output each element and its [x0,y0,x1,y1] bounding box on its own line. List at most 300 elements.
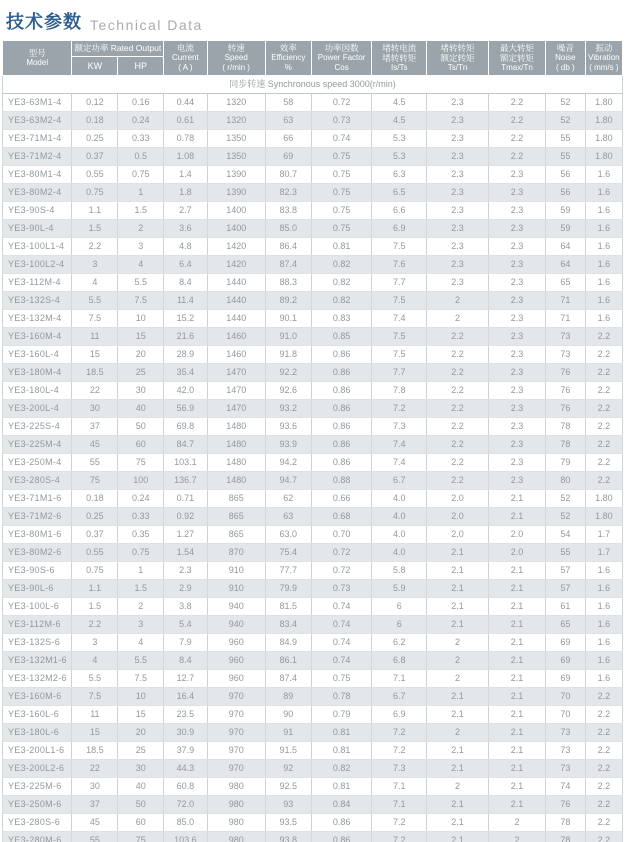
value-cell: 1.80 [585,129,622,147]
value-cell: 1.80 [585,507,622,525]
value-cell: 1.5 [72,597,118,615]
value-cell: 0.81 [311,723,372,741]
model-cell: YE3-90S-4 [3,201,72,219]
value-cell: 2.1 [489,777,546,795]
model-cell: YE3-200L2-6 [3,759,72,777]
value-cell: 91.8 [265,345,311,363]
col-header-locked-rotor-current: 堵转电流 堵转转矩 Is/Ts [372,41,427,76]
value-cell: 81.5 [265,597,311,615]
table-row [3,417,623,435]
table-row [3,147,623,165]
value-cell: 2 [118,219,164,237]
value-cell: 56 [546,165,586,183]
value-cell: 7.9 [164,633,207,651]
value-cell: 1.6 [585,651,622,669]
value-cell: 910 [207,579,265,597]
col-header-locked-rotor-torque: 堵转转矩 额定转矩 Ts/Tn [427,41,489,76]
value-cell: 86.4 [265,237,311,255]
value-cell: 75 [72,471,118,489]
value-cell: 52 [546,507,586,525]
value-cell: 6.5 [372,183,427,201]
value-cell: 7.4 [372,453,427,471]
value-cell: 2.2 [585,417,622,435]
value-cell: 1.6 [585,597,622,615]
value-cell: 2.3 [489,273,546,291]
value-cell: 85.0 [164,813,207,831]
model-cell: YE3-100L1-4 [3,237,72,255]
value-cell: 2.2 [585,687,622,705]
value-cell: 1390 [207,183,265,201]
value-cell: 2.2 [489,129,546,147]
value-cell: 2.1 [427,795,489,813]
value-cell: 84.9 [265,633,311,651]
value-cell: 1350 [207,147,265,165]
value-cell: 1.6 [585,291,622,309]
value-cell: 0.81 [311,777,372,795]
value-cell: 83.8 [265,201,311,219]
table-row [3,597,623,615]
table-row [3,687,623,705]
value-cell: 7.6 [372,255,427,273]
value-cell: 57 [546,561,586,579]
value-cell: 5.5 [72,291,118,309]
value-cell: 2.3 [489,327,546,345]
value-cell: 865 [207,489,265,507]
value-cell: 8.4 [164,651,207,669]
model-cell: YE3-250M-4 [3,453,72,471]
model-cell: YE3-71M2-6 [3,507,72,525]
value-cell: 4 [72,651,118,669]
value-cell: 2.3 [489,291,546,309]
value-cell: 2.2 [585,741,622,759]
value-cell: 0.82 [311,273,372,291]
value-cell: 85.0 [265,219,311,237]
value-cell: 1470 [207,363,265,381]
value-cell: 1.7 [585,543,622,561]
value-cell: 60 [118,435,164,453]
value-cell: 37 [72,417,118,435]
value-cell: 72.0 [164,795,207,813]
value-cell: 50 [118,417,164,435]
value-cell: 2.2 [585,345,622,363]
value-cell: 52 [546,489,586,507]
value-cell: 3.6 [164,219,207,237]
value-cell: 2.0 [427,525,489,543]
value-cell: 1480 [207,417,265,435]
table-row [3,327,623,345]
value-cell: 5.9 [372,579,427,597]
value-cell: 18.5 [72,741,118,759]
value-cell: 0.84 [311,795,372,813]
model-cell: YE3-80M2-6 [3,543,72,561]
value-cell: 93.8 [265,831,311,842]
value-cell: 6.8 [372,651,427,669]
table-row [3,219,623,237]
col-header-speed: 转速 Speed ( r/min ) [207,41,265,76]
value-cell: 15.2 [164,309,207,327]
value-cell: 2.1 [489,489,546,507]
value-cell: 61 [546,597,586,615]
value-cell: 20 [118,345,164,363]
table-row [3,507,623,525]
value-cell: 2.2 [427,471,489,489]
value-cell: 2 [427,669,489,687]
table-row [3,795,623,813]
value-cell: 2 [427,777,489,795]
model-cell: YE3-112M-6 [3,615,72,633]
value-cell: 2.2 [427,399,489,417]
model-cell: YE3-160M-6 [3,687,72,705]
value-cell: 2.1 [489,633,546,651]
value-cell: 3 [72,255,118,273]
value-cell: 2.2 [427,327,489,345]
value-cell: 66 [265,129,311,147]
value-cell: 2 [118,597,164,615]
value-cell: 0.74 [311,129,372,147]
value-cell: 1.6 [585,273,622,291]
table-row [3,129,623,147]
value-cell: 57 [546,579,586,597]
value-cell: 75 [118,831,164,842]
value-cell: 55 [546,129,586,147]
value-cell: 7.1 [372,777,427,795]
value-cell: 2.3 [489,201,546,219]
table-row [3,525,623,543]
value-cell: 0.86 [311,399,372,417]
value-cell: 0.16 [118,93,164,111]
value-cell: 64 [546,237,586,255]
value-cell: 1.6 [585,561,622,579]
value-cell: 7.4 [372,435,427,453]
value-cell: 2.1 [489,651,546,669]
value-cell: 0.74 [311,615,372,633]
value-cell: 30 [118,381,164,399]
col-header-rated-output [72,41,164,57]
value-cell: 0.79 [311,705,372,723]
value-cell: 0.61 [164,111,207,129]
value-cell: 62 [265,489,311,507]
value-cell: 4.0 [372,489,427,507]
value-cell: 0.86 [311,813,372,831]
table-row [3,183,623,201]
value-cell: 0.12 [72,93,118,111]
model-cell: YE3-80M2-4 [3,183,72,201]
value-cell: 93.9 [265,435,311,453]
value-cell: 59 [546,219,586,237]
value-cell: 3.8 [164,597,207,615]
value-cell: 2 [427,633,489,651]
value-cell: 70 [546,705,586,723]
value-cell: 30.9 [164,723,207,741]
value-cell: 970 [207,759,265,777]
table-row [3,831,623,842]
value-cell: 2.1 [489,597,546,615]
model-cell: YE3-225S-4 [3,417,72,435]
value-cell: 0.82 [311,255,372,273]
value-cell: 2.3 [427,237,489,255]
col-header-rated-output-label: 额定功率 Rated Output [74,43,162,54]
value-cell: 0.73 [311,111,372,129]
value-cell: 7.5 [372,237,427,255]
value-cell: 4.5 [372,93,427,111]
value-cell: 7.5 [372,327,427,345]
page-title-chinese: 技术参数 [6,12,82,32]
synchronous-speed-note: 同步转速 Synchronous speed 3000(r/min) [3,75,623,93]
value-cell: 2.1 [427,561,489,579]
value-cell: 78 [546,435,586,453]
value-cell: 0.37 [72,525,118,543]
value-cell: 2.2 [585,399,622,417]
value-cell: 59 [546,201,586,219]
value-cell: 30 [72,399,118,417]
model-cell: YE3-280S-4 [3,471,72,489]
table-row [3,345,623,363]
value-cell: 1 [118,561,164,579]
value-cell: 5.5 [118,273,164,291]
value-cell: 2.2 [72,615,118,633]
value-cell: 0.81 [311,741,372,759]
value-cell: 0.75 [311,147,372,165]
value-cell: 8.4 [164,273,207,291]
value-cell: 73 [546,759,586,777]
value-cell: 960 [207,669,265,687]
value-cell: 78 [546,417,586,435]
model-cell: YE3-225M-4 [3,435,72,453]
value-cell: 64 [546,255,586,273]
value-cell: 103.6 [164,831,207,842]
model-cell: YE3-132M2-6 [3,669,72,687]
technical-data-table [2,40,623,842]
value-cell: 92.5 [265,777,311,795]
value-cell: 2.3 [427,93,489,111]
value-cell: 86.1 [265,651,311,669]
value-cell: 2.3 [427,183,489,201]
value-cell: 136.7 [164,471,207,489]
value-cell: 0.86 [311,831,372,842]
value-cell: 2.1 [427,759,489,777]
value-cell: 1.6 [585,309,622,327]
value-cell: 91.5 [265,741,311,759]
value-cell: 7.7 [372,363,427,381]
value-cell: 2.2 [585,723,622,741]
value-cell: 1400 [207,219,265,237]
value-cell: 4.5 [372,111,427,129]
value-cell: 2.1 [427,831,489,842]
value-cell: 1.80 [585,147,622,165]
table-row [3,291,623,309]
value-cell: 6.4 [164,255,207,273]
value-cell: 90.1 [265,309,311,327]
table-row [3,381,623,399]
value-cell: 2 [427,309,489,327]
value-cell: 1.08 [164,147,207,165]
value-cell: 2.0 [427,489,489,507]
value-cell: 6 [372,597,427,615]
value-cell: 2.1 [489,741,546,759]
value-cell: 25 [118,363,164,381]
value-cell: 45 [72,435,118,453]
model-cell: YE3-63M1-4 [3,93,72,111]
col-header-power-factor: 功率因数 Power Factor Cos [311,41,372,76]
table-row [3,741,623,759]
table-row [3,201,623,219]
value-cell: 2.3 [427,273,489,291]
value-cell: 0.75 [311,201,372,219]
value-cell: 1320 [207,111,265,129]
model-cell: YE3-132S-6 [3,633,72,651]
value-cell: 87.4 [265,669,311,687]
value-cell: 0.72 [311,561,372,579]
value-cell: 0.75 [311,183,372,201]
value-cell: 22 [72,759,118,777]
value-cell: 1480 [207,435,265,453]
model-cell: YE3-90S-6 [3,561,72,579]
value-cell: 55 [72,453,118,471]
value-cell: 1460 [207,327,265,345]
value-cell: 1.5 [118,201,164,219]
value-cell: 2.2 [427,381,489,399]
model-cell: YE3-71M1-6 [3,489,72,507]
model-cell: YE3-180L-6 [3,723,72,741]
value-cell: 5.3 [372,129,427,147]
value-cell: 1.6 [585,237,622,255]
value-cell: 70 [546,687,586,705]
value-cell: 2.1 [489,507,546,525]
value-cell: 5.5 [72,669,118,687]
value-cell: 0.35 [118,525,164,543]
value-cell: 91 [265,723,311,741]
value-cell: 0.86 [311,381,372,399]
value-cell: 0.86 [311,345,372,363]
value-cell: 1 [118,183,164,201]
model-cell: YE3-180M-4 [3,363,72,381]
table-row [3,777,623,795]
value-cell: 92 [265,759,311,777]
value-cell: 4.0 [372,525,427,543]
value-cell: 93.5 [265,813,311,831]
value-cell: 970 [207,705,265,723]
value-cell: 0.82 [311,291,372,309]
value-cell: 0.33 [118,507,164,525]
value-cell: 0.88 [311,471,372,489]
value-cell: 76 [546,381,586,399]
value-cell: 74 [546,777,586,795]
col-header-noise: 噪音 Noise ( db ) [546,41,586,76]
value-cell: 7.1 [372,795,427,813]
value-cell: 2.1 [489,759,546,777]
value-cell: 21.6 [164,327,207,345]
value-cell: 0.82 [311,759,372,777]
value-cell: 77.7 [265,561,311,579]
value-cell: 54 [546,525,586,543]
value-cell: 940 [207,615,265,633]
value-cell: 2.3 [427,165,489,183]
value-cell: 1.6 [585,201,622,219]
value-cell: 6.6 [372,201,427,219]
value-cell: 6.9 [372,219,427,237]
value-cell: 7.2 [372,813,427,831]
value-cell: 40 [118,399,164,417]
value-cell: 30 [72,777,118,795]
value-cell: 7.2 [372,831,427,842]
value-cell: 80 [546,471,586,489]
value-cell: 73 [546,741,586,759]
value-cell: 69 [265,147,311,165]
value-cell: 2.1 [489,669,546,687]
value-cell: 4 [118,633,164,651]
value-cell: 15 [118,705,164,723]
value-cell: 0.71 [164,489,207,507]
value-cell: 7.2 [372,741,427,759]
value-cell: 2.2 [427,435,489,453]
value-cell: 0.55 [72,543,118,561]
value-cell: 0.25 [72,129,118,147]
value-cell: 42.0 [164,381,207,399]
value-cell: 2.3 [489,345,546,363]
value-cell: 7.7 [372,273,427,291]
model-cell: YE3-90L-6 [3,579,72,597]
value-cell: 0.92 [164,507,207,525]
value-cell: 2.2 [427,453,489,471]
value-cell: 55 [546,147,586,165]
value-cell: 75 [118,453,164,471]
value-cell: 58 [265,93,311,111]
value-cell: 2.1 [427,579,489,597]
value-cell: 1.6 [585,165,622,183]
value-cell: 1460 [207,345,265,363]
value-cell: 2.2 [427,363,489,381]
value-cell: 6.3 [372,165,427,183]
model-cell: YE3-160L-6 [3,705,72,723]
value-cell: 5.8 [372,561,427,579]
value-cell: 15 [118,327,164,345]
value-cell: 15 [72,345,118,363]
value-cell: 0.75 [311,219,372,237]
value-cell: 2.2 [585,795,622,813]
value-cell: 1.6 [585,579,622,597]
value-cell: 2.1 [489,687,546,705]
value-cell: 1.80 [585,489,622,507]
table-row [3,723,623,741]
value-cell: 2.1 [427,615,489,633]
value-cell: 0.75 [72,561,118,579]
table-row [3,561,623,579]
value-cell: 910 [207,561,265,579]
value-cell: 2.2 [585,327,622,345]
value-cell: 63 [265,111,311,129]
value-cell: 865 [207,525,265,543]
value-cell: 980 [207,795,265,813]
table-row [3,309,623,327]
table-row [3,705,623,723]
value-cell: 0.18 [72,111,118,129]
value-cell: 60 [118,813,164,831]
value-cell: 2.0 [489,525,546,543]
value-cell: 71 [546,309,586,327]
value-cell: 37 [72,795,118,813]
value-cell: 1440 [207,273,265,291]
value-cell: 1.4 [164,165,207,183]
model-cell: YE3-250M-6 [3,795,72,813]
model-cell: YE3-100L-6 [3,597,72,615]
value-cell: 2.3 [489,165,546,183]
value-cell: 75.4 [265,543,311,561]
value-cell: 2.3 [489,363,546,381]
value-cell: 2.2 [489,93,546,111]
value-cell: 0.86 [311,417,372,435]
value-cell: 2.3 [489,219,546,237]
value-cell: 28.9 [164,345,207,363]
